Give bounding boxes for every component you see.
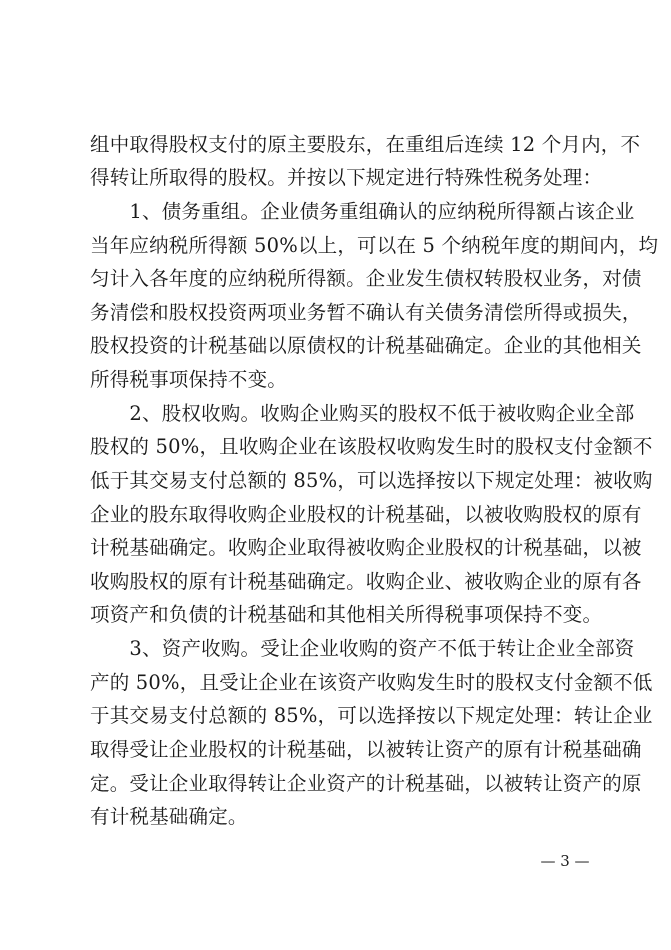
text-line: 股权投资的计税基础以原债权的计税基础确定。企业的其他相关: [90, 334, 642, 357]
text-line: 取得受让企业股权的计税基础，以被转让资产的原有计税基础确: [90, 738, 642, 761]
text-line: 收购股权的原有计税基础确定。收购企业、被收购企业的原有各: [90, 570, 642, 593]
text-line: 企业的股东取得收购企业股权的计税基础，以被收购股权的原有: [90, 503, 642, 526]
text-line: 产的 50%，且受让企业在该资产收购发生时的股权支付金额不低: [90, 671, 653, 694]
text-line: 股权的 50%，且收购企业在该股权收购发生时的股权支付金额不: [90, 435, 653, 458]
text-line: 匀计入各年度的应纳税所得额。企业发生债权转股权业务，对债: [90, 267, 642, 290]
text-line: 务清偿和股权投资两项业务暂不确认有关债务清偿所得或损失，: [90, 301, 642, 324]
text-line: 低于其交易支付总额的 85%，可以选择按以下规定处理：被收购: [90, 469, 653, 492]
page-number: — 3 —: [540, 852, 590, 870]
text-line: 所得税事项保持不变。: [90, 368, 288, 391]
text-line: 3、资产收购。受让企业收购的资产不低于转让企业全部资: [90, 637, 635, 660]
text-line: 项资产和负债的计税基础和其他相关所得税事项保持不变。: [90, 603, 603, 626]
text-line: 得转让所取得的股权。并按以下规定进行特殊性税务处理：: [90, 166, 603, 189]
text-line: 于其交易支付总额的 85%，可以选择按以下规定处理：转让企业: [90, 704, 653, 727]
text-line: 1、债务重组。企业债务重组确认的应纳税所得额占该企业: [90, 200, 635, 223]
text-line: 定。受让企业取得转让企业资产的计税基础，以被转让资产的原: [90, 772, 642, 795]
text-line: 当年应纳税所得额 50%以上，可以在 5 个纳税年度的期间内，均: [90, 234, 659, 257]
text-line: 有计税基础确定。: [90, 805, 248, 828]
text-line: 组中取得股权支付的原主要股东，在重组后连续 12 个月内，不: [90, 133, 641, 156]
text-line: 计税基础确定。收购企业取得被收购企业股权的计税基础，以被: [90, 536, 642, 559]
text-line: 2、股权收购。收购企业购买的股权不低于被收购企业全部: [90, 402, 635, 425]
